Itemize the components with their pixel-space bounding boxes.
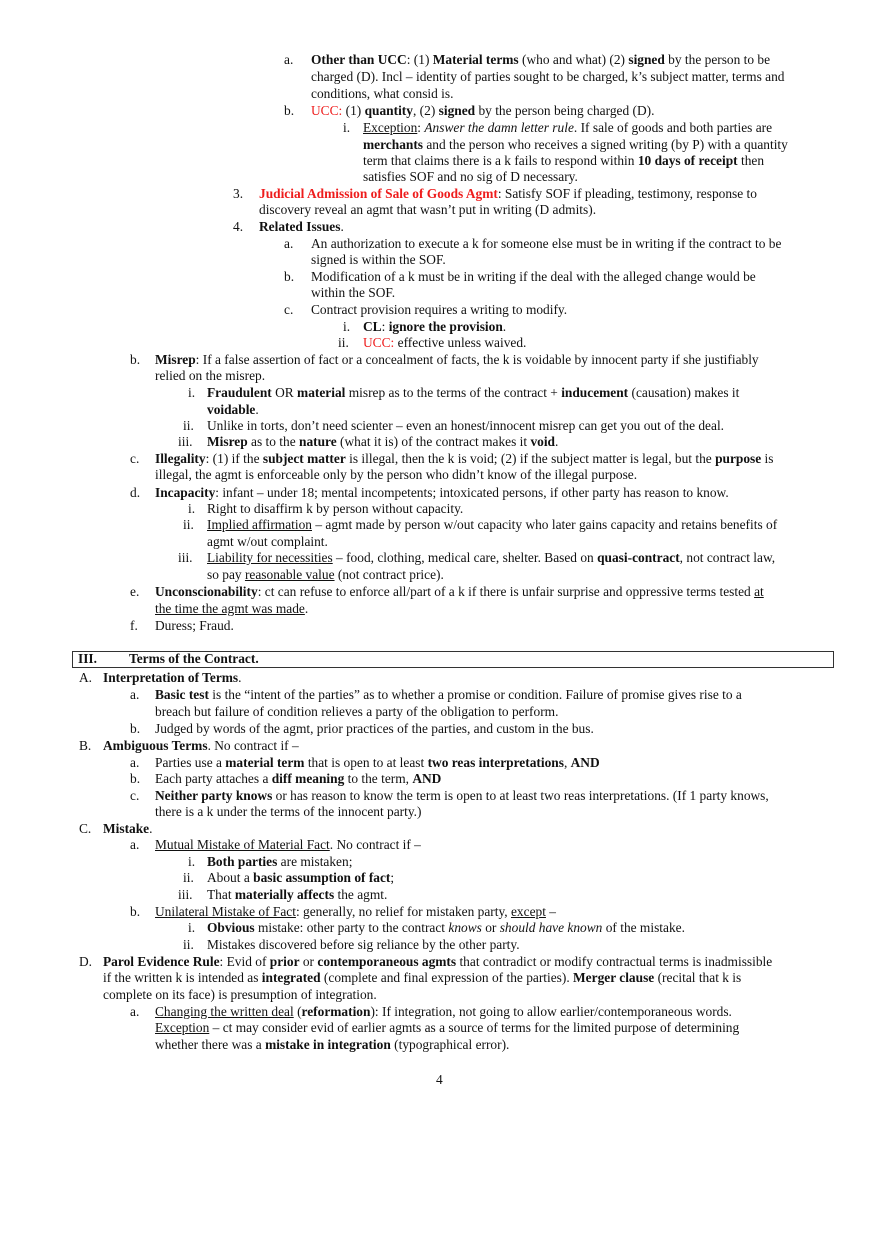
text-run: merchants — [363, 137, 424, 152]
text-run: nature — [299, 434, 337, 449]
text-run: : Satisfy SOF if pleading, testimony, response to — [497, 186, 757, 201]
text-run: Fraudulent — [207, 385, 272, 400]
text-run: Each party attaches a — [155, 771, 272, 786]
text-line — [311, 86, 453, 103]
text-line — [103, 670, 242, 687]
text-line — [207, 501, 463, 518]
text-line — [207, 517, 777, 534]
text-run: Exception — [363, 120, 418, 135]
text-line — [207, 385, 739, 402]
text-line — [155, 704, 558, 721]
text-line — [155, 804, 421, 821]
text-line — [103, 821, 152, 838]
list-marker: ii. — [183, 870, 194, 885]
text-run: . — [149, 821, 153, 836]
text-run: . — [238, 670, 242, 685]
text-run: breach but failure of condition relieves a party of the obligation to perform. — [155, 704, 559, 719]
list-marker: i. — [188, 854, 196, 869]
text-run: Related Issues — [259, 219, 341, 234]
text-line — [155, 1037, 509, 1054]
text-run: effective unless waived. — [394, 335, 527, 350]
text-run: there is a k under the terms of the innocent party.) — [155, 804, 422, 819]
text-run: (who and what) (2) — [518, 52, 629, 67]
text-run: void — [530, 434, 555, 449]
text-run: by the person being charged (D). — [475, 103, 655, 118]
text-line — [155, 584, 764, 601]
text-line — [311, 52, 770, 69]
text-run: Exception — [155, 1020, 210, 1035]
text-run: ignore the provision — [388, 319, 503, 334]
text-run: that contradict or modify contractual terms is inadmissible — [456, 954, 773, 969]
list-marker: i. — [343, 120, 351, 135]
text-run: AND — [412, 771, 442, 786]
text-line — [311, 302, 567, 319]
text-run: except — [510, 904, 546, 919]
text-line — [155, 904, 556, 921]
text-run: That — [207, 887, 235, 902]
text-run: : Evid of — [219, 954, 270, 969]
text-run: ; — [390, 870, 395, 885]
list-marker: ii. — [183, 937, 194, 952]
text-run: quantity — [364, 103, 413, 118]
text-run: Material terms — [432, 52, 519, 67]
text-run: . — [502, 319, 507, 334]
text-line — [207, 854, 352, 871]
text-line — [207, 534, 328, 551]
text-run: agmt w/out complaint. — [207, 534, 328, 549]
text-run: Liability for necessities — [207, 550, 333, 565]
text-run: mistake: other party to the contract — [254, 920, 449, 935]
text-run: is illegal, then the k is void; (2) if the subject matter is legal, but the — [345, 451, 716, 466]
text-run: Unlike in torts, don’t need scienter – even an honest/innocent misrep can get you out of the deal. — [207, 418, 725, 433]
section-heading-numeral: III. — [78, 651, 97, 666]
text-line — [207, 402, 259, 419]
text-run: at — [754, 584, 764, 599]
text-run: material term — [225, 755, 305, 770]
text-line — [207, 887, 387, 904]
list-marker: B. — [79, 738, 92, 753]
text-run: ( — [293, 1004, 302, 1019]
text-line — [311, 269, 756, 286]
list-marker: b. — [284, 103, 295, 118]
text-line — [155, 721, 594, 738]
text-run: (1) — [345, 103, 365, 118]
list-marker: i. — [188, 501, 196, 516]
list-marker: C. — [79, 821, 92, 836]
text-run: quasi-contract — [597, 550, 680, 565]
text-run: Both parties — [207, 854, 278, 869]
text-run: or has reason to know the term is open to at least two reas interpretations. (If 1 party knows, — [272, 788, 769, 803]
text-run: the agmt. — [334, 887, 388, 902]
section-heading-title: Terms of the Contract. — [129, 651, 259, 666]
text-run: if the written k is intended as — [103, 970, 262, 985]
list-marker: d. — [130, 485, 141, 500]
text-line — [363, 335, 526, 352]
text-run: Unconscionability — [155, 584, 258, 599]
text-run: integrated — [261, 970, 321, 985]
list-marker: ii. — [338, 335, 349, 350]
text-run: : — [381, 319, 389, 334]
text-line — [155, 601, 308, 618]
list-marker: b. — [130, 771, 141, 786]
text-run: CL — [363, 319, 382, 334]
text-run: material — [297, 385, 346, 400]
text-run: : — [338, 103, 346, 118]
text-run: Implied affirmation — [207, 517, 312, 532]
text-line — [155, 618, 234, 635]
text-run: . — [340, 219, 344, 234]
text-run: charged (D). Incl – identity of parties sought to be charged, k’s subject matter, terms and — [311, 69, 785, 84]
text-run: , not contract law, — [679, 550, 776, 565]
text-line — [207, 937, 520, 954]
text-run: AND — [570, 755, 600, 770]
section-heading-box — [72, 651, 834, 668]
text-run: Illegality — [155, 451, 206, 466]
text-line — [155, 467, 637, 484]
text-run: . No contract if – — [207, 738, 299, 753]
text-line — [155, 451, 773, 468]
text-run: Merger clause — [573, 970, 655, 985]
list-marker: e. — [130, 584, 140, 599]
text-run: Right to disaffirm k by person without capacity. — [207, 501, 464, 516]
text-run: within the SOF. — [311, 285, 396, 300]
text-line — [103, 970, 741, 987]
list-marker: c. — [130, 451, 140, 466]
text-run: as to the — [247, 434, 299, 449]
text-run: Parol Evidence Rule — [103, 954, 220, 969]
text-run: . — [304, 601, 309, 616]
text-run: diff meaning — [271, 771, 345, 786]
list-marker: i. — [188, 385, 196, 400]
text-line — [207, 434, 558, 451]
text-run: are mistaken; — [277, 854, 353, 869]
text-line — [103, 987, 377, 1004]
text-run: prior — [269, 954, 300, 969]
list-marker: iii. — [178, 887, 193, 902]
text-run: Misrep — [207, 434, 248, 449]
text-line — [155, 771, 441, 788]
text-run: to the term, — [344, 771, 413, 786]
text-line — [363, 153, 764, 170]
text-run: An authorization to execute a k for someone else must be in writing if the contract to be — [311, 236, 782, 251]
text-run: the time the agmt was made — [155, 601, 305, 616]
text-run: . — [555, 434, 559, 449]
text-line — [363, 169, 578, 186]
text-run: Mistake — [103, 821, 150, 836]
text-line — [311, 69, 784, 86]
text-run: : — [390, 335, 395, 350]
text-run: (not contract price). — [334, 567, 444, 582]
text-line — [207, 920, 685, 937]
text-run: is the “intent of the parties” as to whether a promise or condition. Failure of promise gives rise to a — [208, 687, 742, 702]
text-line — [207, 870, 394, 887]
text-run: Duress; Fraud. — [155, 618, 234, 633]
text-run: complete on its face) is presumption of integration. — [103, 987, 377, 1002]
text-run: Obvious — [207, 920, 255, 935]
text-run: (typographical error). — [390, 1037, 510, 1052]
text-run: is — [761, 451, 774, 466]
text-run: : — [417, 120, 425, 135]
text-line — [207, 418, 724, 435]
text-run: should have known — [499, 920, 603, 935]
text-run: illegal, the agmt is enforceable only by the person who didn’t know of the illegal purpose. — [155, 467, 638, 482]
text-run: Mutual Mistake of Material Fact — [155, 837, 330, 852]
text-run: Judged by words of the agmt, prior practices of the parties, and custom in the bus. — [155, 721, 594, 736]
text-run: (complete and final expression of the parties). — [320, 970, 574, 985]
text-run: Unilateral Mistake of Fact — [155, 904, 296, 919]
text-run: : (1) if the — [205, 451, 263, 466]
list-marker: c. — [284, 302, 294, 317]
text-run: Judicial Admission of Sale of Goods Agmt — [259, 186, 498, 201]
text-run: : If a false assertion of fact or a concealment of facts, the k is voidable by innocent party if she justifiably — [195, 352, 759, 367]
text-run: and the person who receives a signed writing (by P) with a quantity — [423, 137, 788, 152]
list-marker: c. — [130, 788, 140, 803]
text-run: voidable — [207, 402, 256, 417]
text-run: Mistakes discovered before sig reliance by the other party. — [207, 937, 520, 952]
text-run: signed is within the SOF. — [311, 252, 446, 267]
text-run: Contract provision requires a writing to modify. — [311, 302, 568, 317]
text-run: – food, clothing, medical care, shelter. Based on — [332, 550, 598, 565]
list-marker: f. — [130, 618, 138, 633]
text-run: , (2) — [412, 103, 439, 118]
text-run: Answer the damn letter rule — [424, 120, 574, 135]
text-run: – — [545, 904, 556, 919]
text-run: discovery reveal an agmt that wasn’t put in writing (D admits). — [259, 202, 597, 217]
list-marker: a. — [130, 755, 140, 770]
text-line — [311, 236, 781, 253]
text-run: : (1) — [406, 52, 433, 67]
text-run: – ct may consider evid of earlier agmts as a source of terms for the limited purpose of determining — [209, 1020, 740, 1035]
text-run: subject matter — [262, 451, 346, 466]
text-run: satisfies SOF and no sig of D necessary. — [363, 169, 578, 184]
text-line — [207, 550, 775, 567]
text-run: by the person to be — [664, 52, 771, 67]
list-marker: 3. — [233, 186, 244, 201]
text-run: inducement — [561, 385, 629, 400]
text-run: Changing the written deal — [155, 1004, 294, 1019]
text-line — [311, 103, 654, 120]
text-run: or — [481, 920, 500, 935]
text-run: mistake in integration — [265, 1037, 391, 1052]
text-line — [155, 755, 600, 772]
text-run: : infant – under 18; mental incompetents; intoxicated persons, if other party has reason to know. — [215, 485, 729, 500]
text-run: Other than UCC — [311, 52, 407, 67]
text-run: misrep as to the terms of the contract + — [345, 385, 562, 400]
text-run: . No contract if – — [329, 837, 421, 852]
text-run: UCC — [363, 335, 391, 350]
text-run: (recital that k is — [654, 970, 742, 985]
text-line — [155, 788, 769, 805]
text-run: so pay — [207, 567, 245, 582]
text-run: knows — [448, 920, 482, 935]
text-run: signed — [628, 52, 665, 67]
text-run: : generally, no relief for mistaken party, — [295, 904, 511, 919]
text-run: Parties use a — [155, 755, 226, 770]
list-marker: i. — [343, 319, 351, 334]
text-line — [103, 954, 772, 971]
list-marker: i. — [188, 920, 196, 935]
text-line — [259, 186, 757, 203]
list-marker: a. — [130, 1004, 140, 1019]
text-run: whether there was a — [155, 1037, 266, 1052]
text-run: . — [255, 402, 259, 417]
text-line — [311, 252, 446, 269]
text-line — [155, 837, 421, 854]
text-run: of the mistake. — [602, 920, 685, 935]
text-run: , — [563, 755, 571, 770]
text-run: – agmt made by person w/out capacity who later gains capacity and retains benefits of — [312, 517, 778, 532]
text-run: signed — [438, 103, 476, 118]
page-number: 4 — [436, 1072, 443, 1087]
text-line — [207, 567, 444, 584]
text-run: that is open to at least — [304, 755, 428, 770]
text-line — [155, 1004, 732, 1021]
list-marker: iii. — [178, 550, 193, 565]
list-marker: iii. — [178, 434, 193, 449]
list-marker: b. — [130, 904, 141, 919]
text-run: . If sale of goods and both parties are — [573, 120, 773, 135]
text-line — [363, 319, 506, 336]
text-run: : ct can refuse to enforce all/part of a k if there is unfair surprise and oppressive terms tested — [257, 584, 755, 599]
text-run: reformation — [301, 1004, 371, 1019]
text-run: reasonable value — [244, 567, 335, 582]
text-line — [259, 202, 596, 219]
text-line — [155, 368, 265, 385]
list-marker: a. — [130, 837, 140, 852]
list-marker: ii. — [183, 418, 194, 433]
text-run: contemporaneous agmts — [317, 954, 457, 969]
text-run: then — [737, 153, 765, 168]
text-run: Interpretation of Terms — [103, 670, 239, 685]
list-marker: a. — [284, 52, 294, 67]
text-run: two reas interpretations — [427, 755, 564, 770]
text-run: materially affects — [234, 887, 335, 902]
list-marker: D. — [79, 954, 93, 969]
list-marker: 4. — [233, 219, 244, 234]
text-line — [311, 285, 395, 302]
text-run: relied on the misrep. — [155, 368, 266, 383]
text-line — [155, 485, 729, 502]
text-run: basic assumption of fact — [253, 870, 391, 885]
list-marker: a. — [284, 236, 294, 251]
text-run: UCC — [311, 103, 339, 118]
text-run: conditions, what consid is. — [311, 86, 454, 101]
list-marker: b. — [130, 721, 141, 736]
text-run: OR — [271, 385, 298, 400]
text-run: term that claims there is a k fails to respond within — [363, 153, 638, 168]
list-marker: ii. — [183, 517, 194, 532]
text-line — [103, 738, 299, 755]
text-run: (causation) makes it — [628, 385, 740, 400]
list-marker: b. — [130, 352, 141, 367]
text-line — [155, 1020, 739, 1037]
text-run: (what it is) of the contract makes it — [336, 434, 531, 449]
text-run: ): If integration, not going to allow earlier/contemporaneous words. — [370, 1004, 732, 1019]
text-run: or — [299, 954, 318, 969]
text-line — [155, 352, 759, 369]
text-line — [363, 137, 788, 154]
text-line — [259, 219, 344, 236]
text-run: Basic test — [155, 687, 209, 702]
text-run: Misrep — [155, 352, 196, 367]
list-marker: a. — [130, 687, 140, 702]
list-marker: A. — [79, 670, 93, 685]
text-run: purpose — [715, 451, 762, 466]
text-line — [155, 687, 742, 704]
text-run: 10 days of receipt — [637, 153, 738, 168]
text-line — [363, 120, 772, 137]
list-marker: b. — [284, 269, 295, 284]
text-run: Incapacity — [155, 485, 216, 500]
text-run: Neither party knows — [155, 788, 273, 803]
text-run: Modification of a k must be in writing if the deal with the alleged change would be — [311, 269, 756, 284]
text-run: About a — [207, 870, 254, 885]
text-run: Ambiguous Terms — [103, 738, 208, 753]
